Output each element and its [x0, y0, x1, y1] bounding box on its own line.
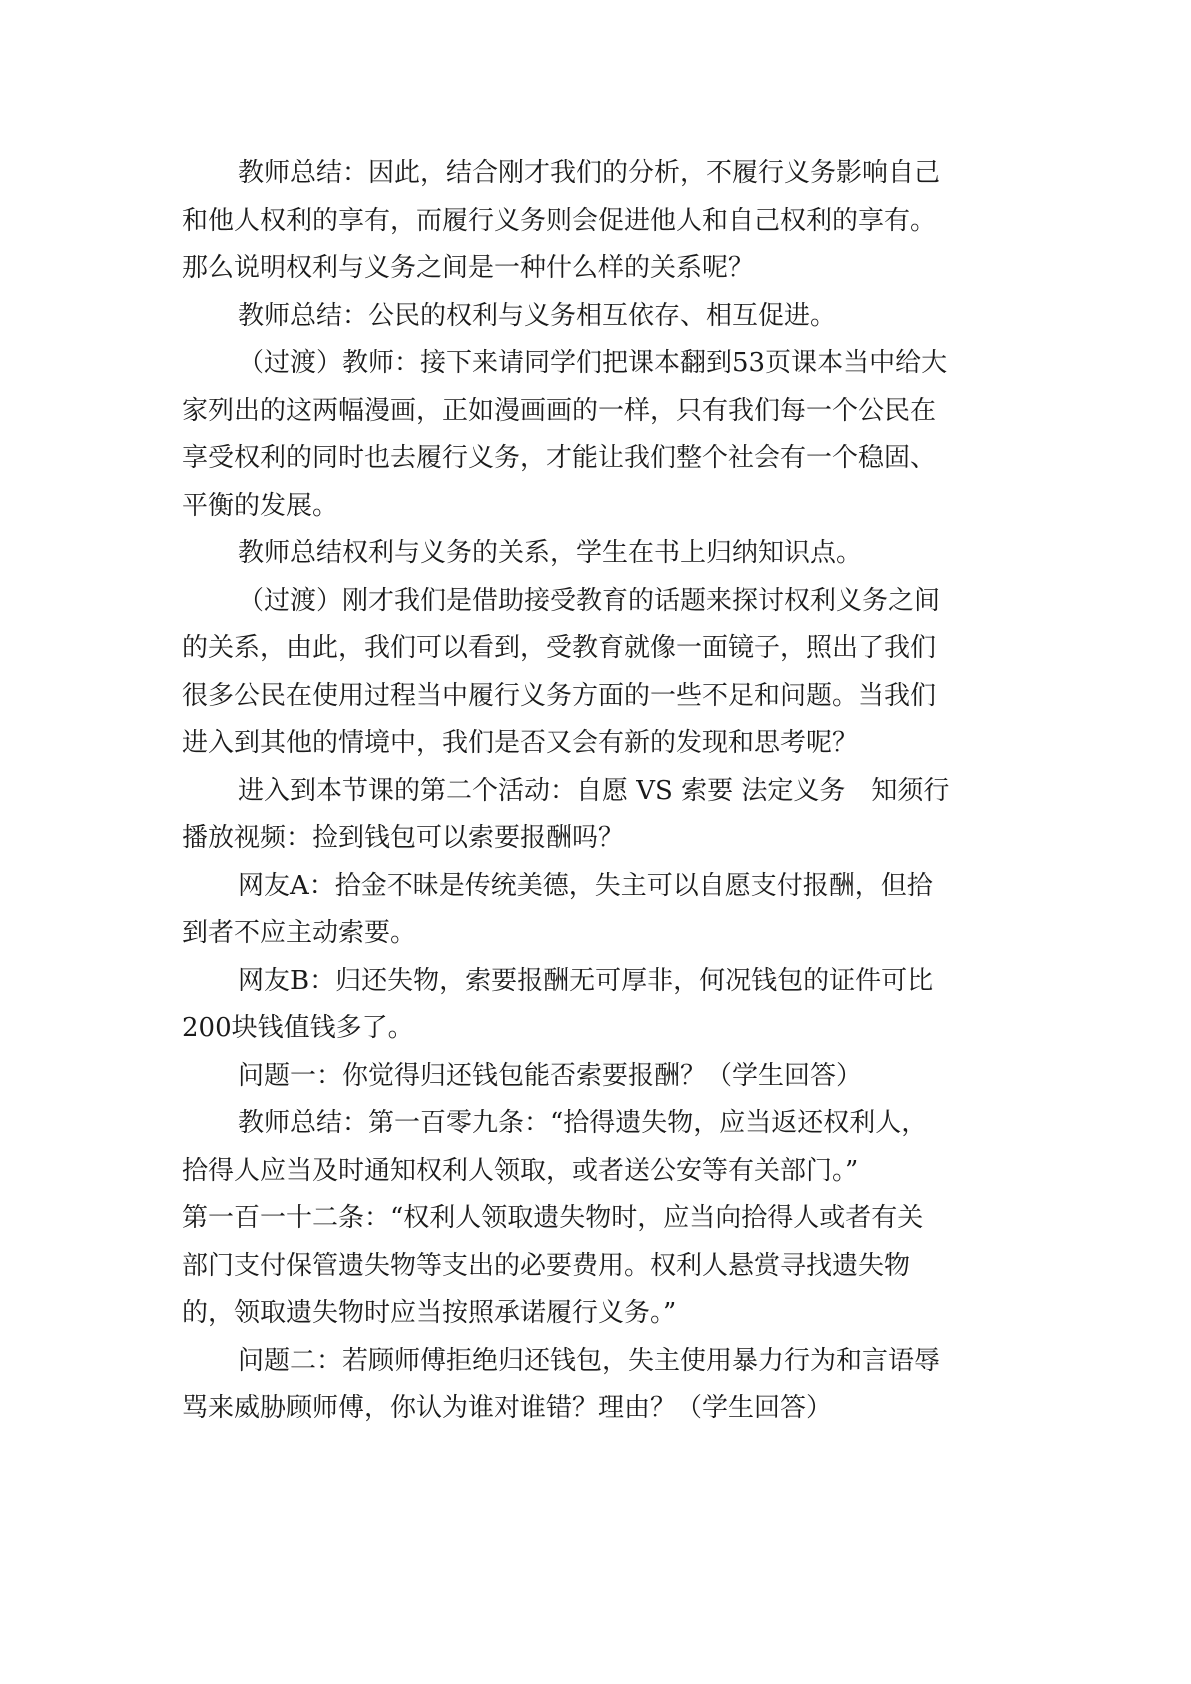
document-body: [182, 150, 1012, 1433]
text-line: 平衡的发展。: [182, 490, 339, 521]
text-line: 和他人权利的享有，而履行义务则会促进他人和自己权利的享有。: [182, 205, 937, 236]
text-line: 进入到本节课的第二个活动：自愿 VS 索要 法定义务 知须行: [238, 775, 950, 806]
text-line: 家列出的这两幅漫画，正如漫画画的一样，只有我们每一个公民在: [182, 395, 937, 426]
text-line: （过渡）教师：接下来请同学们把课本翻到53页课本当中给大: [238, 348, 948, 378]
text-line: 教师总结：第一百零九条：“拾得遗失物，应当返还权利人，: [238, 1108, 928, 1138]
text-line: 享受权利的同时也去履行义务，才能让我们整个社会有一个稳固、: [182, 443, 937, 473]
text-line: 网友A：拾金不昧是传统美德，失主可以自愿支付报酬，但拾: [238, 870, 933, 901]
text-line: 第一百一十二条：“权利人领取遗失物时，应当向拾得人或者有关: [182, 1203, 924, 1233]
text-line: 播放视频：捡到钱包可以索要报酬吗？: [182, 823, 625, 853]
text-line: 网友B：归还失物，索要报酬无可厚非，何况钱包的证件可比: [238, 965, 934, 996]
text-line: 那么说明权利与义务之间是一种什么样的关系呢？: [182, 253, 755, 283]
text-line: 的，领取遗失物时应当按照承诺履行义务。”: [182, 1298, 677, 1328]
text-line: 的关系，由此，我们可以看到，受教育就像一面镜子，照出了我们: [182, 633, 937, 663]
text-line: 拾得人应当及时通知权利人领取，或者送公安等有关部门。”: [182, 1155, 859, 1186]
text-line: 问题二：若顾师傅拒绝归还钱包，失主使用暴力行为和言语辱: [238, 1345, 941, 1376]
text-line: 问题一：你觉得归还钱包能否索要报酬？（学生回答）: [238, 1060, 863, 1091]
text-line: 部门支付保管遗失物等支出的必要费用。权利人悬赏寻找遗失物: [182, 1250, 911, 1281]
text-line: 骂来威胁顾师傅，你认为谁对谁错？理由？（学生回答）: [182, 1393, 833, 1423]
text-line: 教师总结：因此，结合刚才我们的分析，不履行义务影响自己: [238, 158, 941, 188]
text-line: （过渡）刚才我们是借助接受教育的话题来探讨权利义务之间: [238, 585, 941, 616]
text-line: 教师总结权利与义务的关系，学生在书上归纳知识点。: [238, 538, 863, 568]
text-line: 200块钱值钱多了。: [182, 1013, 414, 1043]
text-line: 很多公民在使用过程当中履行义务方面的一些不足和问题。当我们: [182, 680, 937, 711]
text-line: 到者不应主动索要。: [182, 918, 417, 948]
text-line: 进入到其他的情境中，我们是否又会有新的发现和思考呢？: [182, 728, 859, 758]
text-line: 教师总结：公民的权利与义务相互依存、相互促进。: [238, 300, 837, 331]
